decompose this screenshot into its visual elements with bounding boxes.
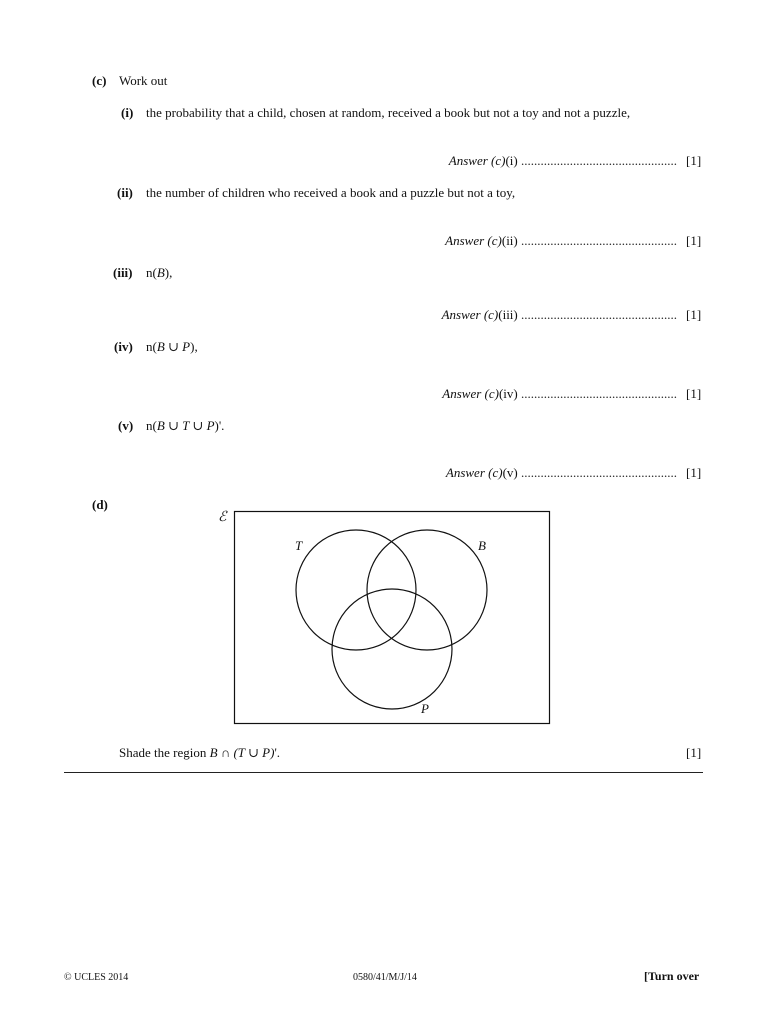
item-iii-number: (iii): [113, 265, 133, 280]
footer-code: 0580/41/M/J/14: [353, 972, 417, 983]
part-c-label: (c): [92, 73, 107, 88]
answer-part: (ii): [501, 233, 518, 248]
set-label-p: P: [421, 701, 429, 716]
footer-turn-over: [Turn over: [644, 969, 700, 983]
mark-i: [1]: [686, 153, 702, 168]
answer-label: Answer (c): [442, 386, 499, 401]
footer-copyright: © UCLES 2014: [64, 972, 129, 983]
answer-label: Answer (c): [448, 153, 506, 168]
answer-dots: ................................................: [521, 153, 677, 168]
item-v-question: n(B ∪ T ∪ P)'.: [146, 418, 225, 433]
answer-label: Answer (c): [445, 233, 502, 248]
answer-dots: ................................................: [521, 307, 677, 322]
set-label-b: B: [478, 538, 486, 553]
answer-label: Answer (c): [445, 465, 503, 480]
item-i-question: the probability that a child, chosen at random, received a book but not a toy and not a puzzle,: [146, 105, 631, 120]
answer-dots: ................................................: [521, 233, 677, 248]
item-i-number: (i): [121, 105, 134, 120]
shade-instruction: Shade the region B ∩ (T ∪ P)'.: [119, 745, 281, 760]
item-ii-question: the number of children who received a book and a puzzle but not a toy,: [146, 185, 516, 200]
item-iv-number: (iv): [114, 339, 133, 354]
answer-part: (iv): [498, 386, 518, 401]
item-ii-number: (ii): [117, 185, 133, 200]
answer-dots: ................................................: [521, 465, 677, 480]
set-label-t: T: [295, 538, 303, 553]
answer-dots: ................................................: [521, 386, 677, 401]
item-iii-question: n(B),: [146, 265, 173, 280]
answer-part: (i): [505, 153, 518, 168]
answer-part: (iii): [498, 307, 518, 322]
universal-set-symbol: ℰ: [218, 510, 227, 525]
mark-d: [1]: [686, 745, 702, 760]
part-d-label: (d): [92, 497, 108, 512]
answer-part: (v): [502, 465, 518, 480]
mark-iv: [1]: [686, 386, 702, 401]
mark-ii: [1]: [686, 233, 702, 248]
item-iv-question: n(B ∪ P),: [146, 339, 198, 354]
circle-t: [296, 530, 416, 650]
item-v-number: (v): [118, 418, 134, 433]
mark-iii: [1]: [686, 307, 702, 322]
question-end-rule: [64, 772, 703, 773]
mark-v: [1]: [686, 465, 702, 480]
answer-label: Answer (c): [441, 307, 499, 322]
universal-set-rectangle: [235, 512, 550, 724]
part-c-intro: Work out: [119, 73, 168, 88]
